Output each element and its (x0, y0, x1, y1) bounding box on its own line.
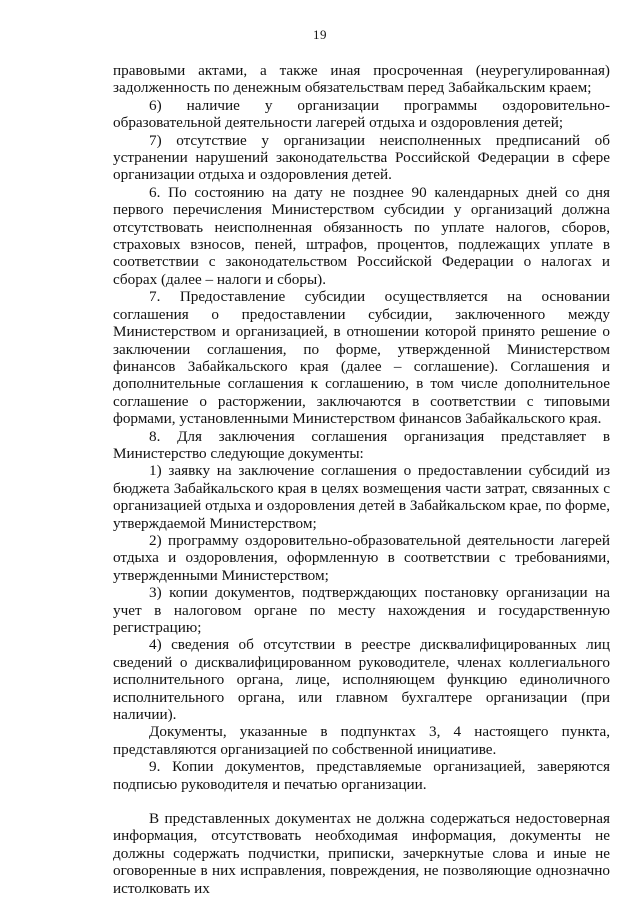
paragraph: 6. По состоянию на дату не позднее 90 календарных дней со дня первого перечисления Министерством субсидии у организаций должна отсутствовать неисполненная обязанность по уплате налогов, сборов, страховых взносов, пеней, штрафов, процентов, подлежащих уплате в соответствии с законодательством Российской Федерации о налогах и сборах (далее – налоги и сборы). (113, 183, 610, 288)
paragraph: В представленных документах не должна содержаться недостоверная информация, отсутствовать необходимая информация, документы не должны содержать подчистки, приписки, зачеркнутые слова и иные не оговоренные в них исправления, повреждения, не позволяющие однозначно истолковать их (113, 810, 610, 897)
paragraph: 4) сведения об отсутствии в реестре дисквалифицированных лиц сведений о дисквалифицированном руководителе, членах коллегиального исполнительного органа, лице, исполняющем функцию единоличного исполнительного органа, или главном бухгалтере организации (при наличии). (113, 636, 610, 724)
document-body (113, 62, 610, 897)
paragraph: 7. Предоставление субсидии осуществляется на основании соглашения о предоставлении субсидии, заключенного между Министерством и организацией, в отношении которой принято решение о заключении соглашения, по форме, утвержденной Министерством финансов Забайкальского края (далее – соглашение). Соглашения и дополнительные соглашения к соглашению, в том числе дополнительное соглашение о расторжении, заключаются в соответствии с типовыми формами, установленными Министерством финансов Забайкальского края. (113, 288, 610, 428)
paragraph: правовыми актами, а также иная просроченная (неурегулированная) задолженность по денежным обязательствам перед Забайкальским краем; (113, 62, 610, 97)
page-number: 19 (313, 27, 327, 42)
paragraph: 1) заявку на заключение соглашения о предоставлении субсидий из бюджета Забайкальского края в целях возмещения части затрат, связанных с организацией отдыха и оздоровления детей в Забайкальском крае, по форме, утверждаемой Министерством; (113, 462, 610, 532)
paragraph: 8. Для заключения соглашения организация представляет в Министерство следующие документы: (113, 427, 610, 462)
paragraph: 9. Копии документов, представляемые организацией, заверяются подписью руководителя и печатью организации. (113, 758, 610, 793)
paragraph: Документы, указанные в подпунктах 3, 4 настоящего пункта, представляются организацией по собственной инициативе. (113, 723, 610, 758)
paragraph: 2) программу оздоровительно-образовательной деятельности лагерей отдыха и оздоровления, оформленную в соответствии с требованиями, утвержденными Министерством; (113, 531, 610, 584)
paragraph: 3) копии документов, подтверждающих постановку организации на учет в налоговом органе по месту нахождения и государственную регистрацию; (113, 584, 610, 636)
paragraph: 6) наличие у организации программы оздоровительно-образовательной деятельности лагерей отдыха и оздоровления детей; (113, 96, 610, 132)
paragraph: 7) отсутствие у организации неисполненных предписаний об устранении нарушений законодательства Российской Федерации в сфере организации отдыха и оздоровления детей. (113, 131, 610, 184)
